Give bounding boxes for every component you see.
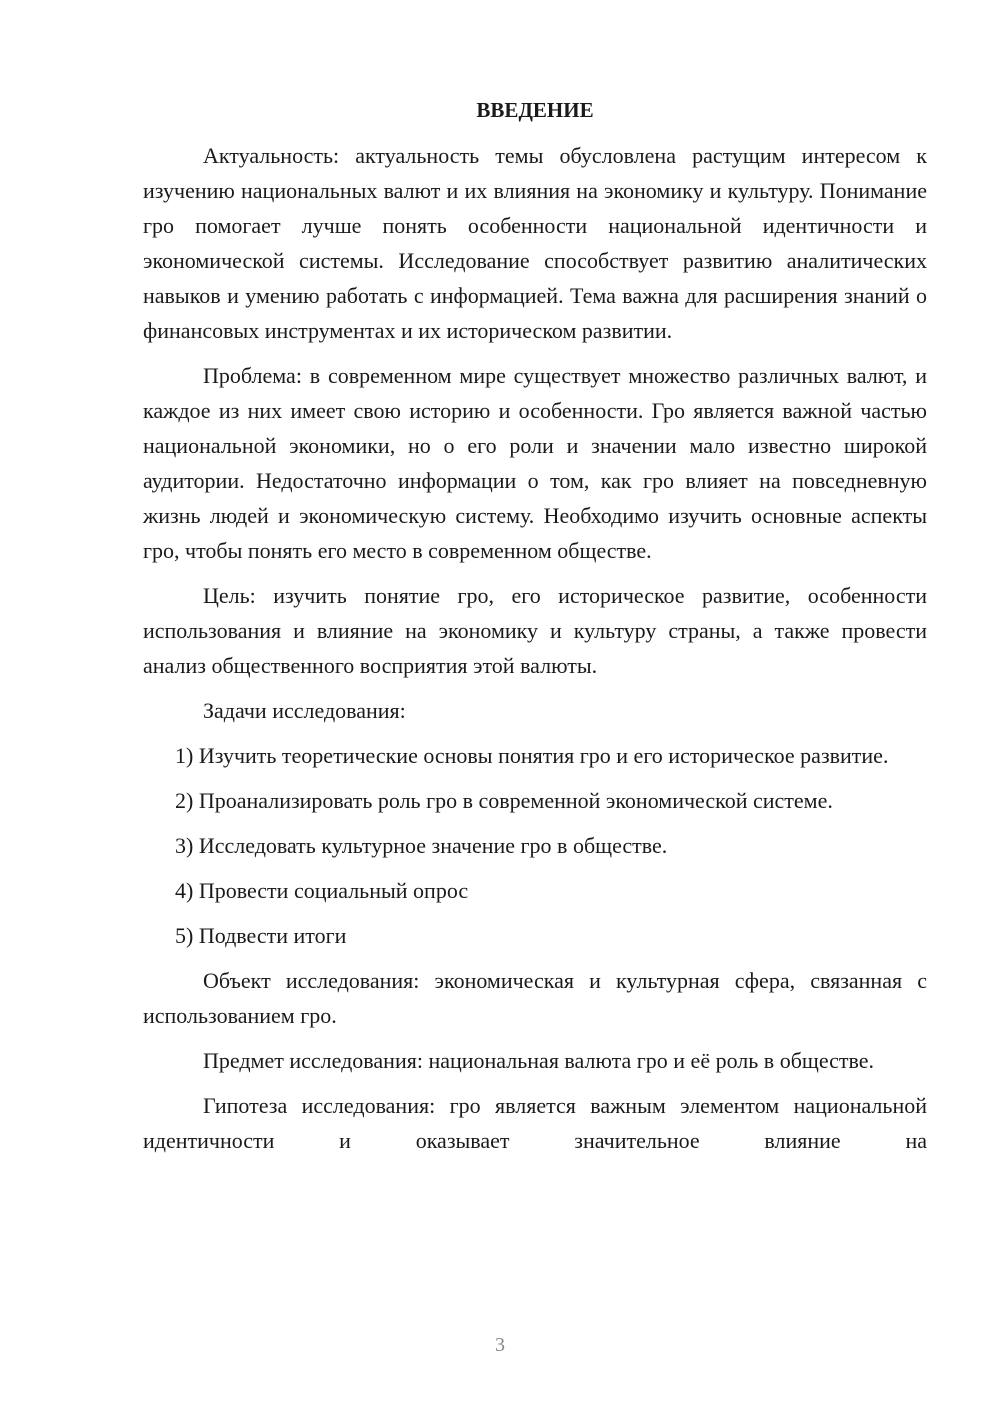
tasks-heading: Задачи исследования: bbox=[203, 698, 406, 723]
task-item-5: 5) Подвести итоги bbox=[175, 923, 347, 948]
document-page bbox=[143, 93, 927, 1168]
paragraph-goal: Цель: изучить понятие гро, его историческое развитие, особенности использования и влияние на экономику и культуру страны, а также провести анализ общественного восприятия этой валюты. bbox=[143, 583, 927, 678]
paragraph-relevance: Актуальность: актуальность темы обусловлена растущим интересом к изучению национальных валют и их влияния на экономику и культуру. Понимание гро помогает лучше понять особенности национальной идентичности и экономической системы. Исследование способствует развитию аналитических навыков и умению работать с информацией. Тема важна для расширения знаний о финансовых инструментах и их историческом развитии. bbox=[143, 143, 927, 343]
paragraph-object: Объект исследования: экономическая и культурная сфера, связанная с использованием гро. bbox=[143, 968, 927, 1028]
task-item-4: 4) Провести социальный опрос bbox=[175, 878, 469, 903]
task-item-1: 1) Изучить теоретические основы понятия гро и его историческое развитие. bbox=[175, 743, 889, 768]
paragraph-problem: Проблема: в современном мире существует множество различных валют, и каждое из них имеет свою историю и особенности. Гро является важной частью национальной экономики, но о его роли и значении мало известно широкой аудитории. Недостаточно информации о том, как гро влияет на повседневную жизнь людей и экономическую систему. Необходимо изучить основные аспекты гро, чтобы понять его место в современном обществе. bbox=[143, 363, 927, 563]
paragraph-subject: Предмет исследования: национальная валюта гро и её роль в обществе. bbox=[203, 1048, 875, 1073]
task-item-3: 3) Исследовать культурное значение гро в обществе. bbox=[175, 833, 668, 858]
page-number: 3 bbox=[495, 1334, 505, 1356]
page-title: ВВЕДЕНИЕ bbox=[476, 98, 594, 122]
paragraph-hypothesis: Гипотеза исследования: гро является важным элементом национальной идентичности и оказывает значительное влияние на bbox=[143, 1093, 927, 1153]
task-item-2: 2) Проанализировать роль гро в современной экономической системе. bbox=[175, 788, 833, 813]
